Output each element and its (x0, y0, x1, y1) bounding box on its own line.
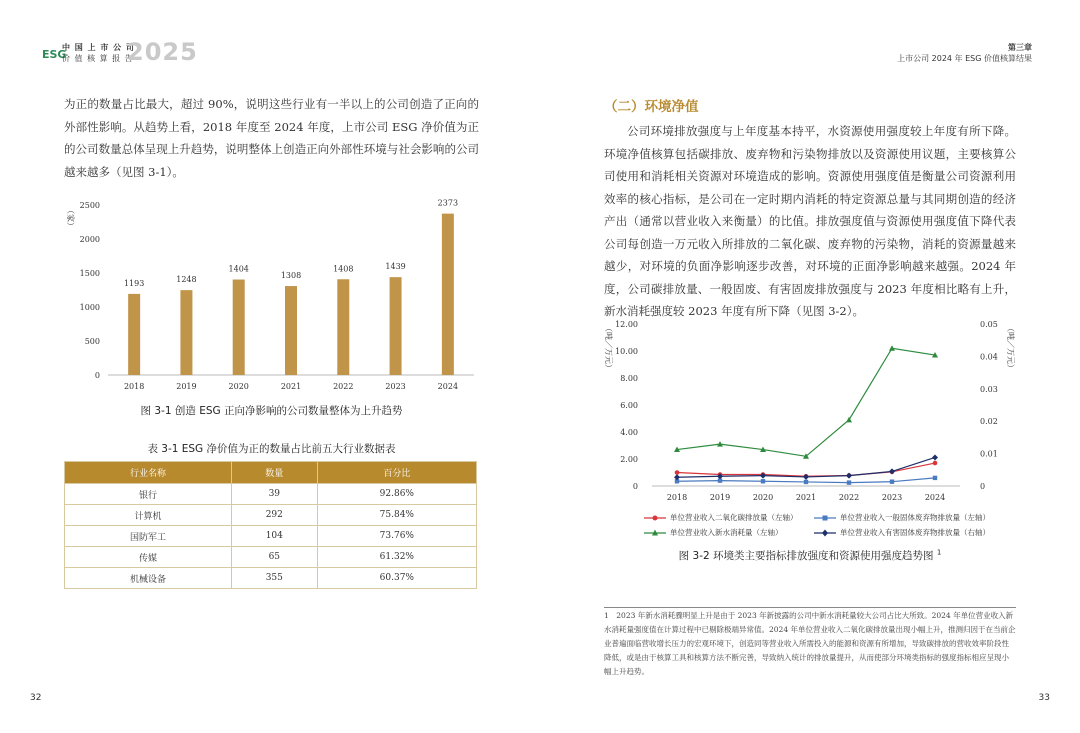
y-tick-label-left: 6.00 (620, 401, 638, 410)
table-cell: 银行 (65, 484, 232, 505)
table-cell: 国防军工 (65, 526, 232, 547)
x-tick-label: 2022 (838, 493, 860, 502)
y-tick-label-right: 0 (980, 482, 986, 491)
table-row (65, 505, 477, 526)
point (847, 480, 851, 484)
line-chart (596, 312, 1026, 508)
logo-line2: 价 值 核 算 报 告 (62, 54, 134, 63)
bar-chart (64, 196, 480, 396)
table-cell: 39 (231, 484, 317, 505)
table-3-1-caption: 表 3-1 ESG 净价值为正的数量占比前五大行业数据表 (147, 443, 396, 455)
table-row (65, 484, 477, 505)
point (890, 479, 894, 483)
data-label: 1408 (333, 264, 354, 274)
bar-2018 (128, 294, 140, 375)
point (933, 476, 937, 480)
y-tick-label-right: 0.04 (980, 352, 998, 362)
table-cell: 传媒 (65, 547, 232, 568)
data-label: 1404 (228, 264, 249, 274)
y-axis-label: （家） (66, 206, 75, 230)
table-header: 数量 (231, 462, 317, 484)
x-tick-label: 2018 (666, 493, 688, 502)
x-tick-label: 2020 (752, 493, 774, 502)
y-tick-label-right: 0.03 (980, 384, 998, 394)
figure-3-1-caption: 图 3-1 创造 ESG 正向净影响的公司数量整体为上升趋势 (140, 405, 403, 417)
point (761, 479, 765, 483)
table-header-row (65, 462, 477, 484)
page-number-left: 32 (30, 693, 42, 703)
bar-2020 (233, 280, 245, 375)
figure-3-2-caption-text: 图 3-2 环境类主要指标排放强度和资源使用强度趋势图 (678, 550, 934, 562)
y-tick-label-left: 2.00 (620, 455, 638, 464)
table-cell: 65 (231, 547, 317, 568)
y-tick-label-left: 10.00 (615, 347, 638, 356)
x-tick-label: 2019 (709, 493, 731, 502)
line-chart-legend (604, 510, 1016, 542)
bar-2022 (337, 279, 349, 375)
x-tick-label: 2019 (176, 382, 197, 391)
footnote-marker: 1 (936, 548, 942, 557)
y-tick-label-right: 0.05 (980, 320, 998, 329)
table-header: 行业名称 (65, 462, 232, 484)
footnote: 1 2023 年新水消耗骤明显上升是由于 2023 年新披露的公司中新水消耗量较大公司占比大所致。2024 年单位营业收入新水消耗量强度值在计算过程中已剔除极端异常值。2024 年单位营业收入二氧化碳排放量出现小幅上升，推测归因于在当前企业普遍面临营收增长压力的宏观环境下，创造同等营业收入所需投入的能源和资源有所增加，导致碳排放的营收效率阶段性降低，或是由于核算工具和核算方法不断完善，导致纳入统计的排放量提升，从而使部分环境类指标的强度指标相应呈现小幅上升趋势。 (604, 607, 1016, 679)
y-tick-label: 2500 (79, 201, 100, 210)
point (803, 474, 809, 480)
legend-label: 单位营业收入有害固体废弃物排放量（右轴） (840, 528, 990, 537)
x-tick-label: 2020 (228, 382, 249, 391)
legend-item (814, 527, 990, 538)
point (932, 454, 938, 460)
table-cell: 计算机 (65, 505, 232, 526)
point (933, 461, 938, 466)
table-cell: 61.32% (317, 547, 476, 568)
point (675, 470, 680, 475)
x-tick-label: 2023 (881, 493, 903, 502)
left-paragraph: 为正的数量占比最大，超过 90%，说明这些行业有一半以上的公司创造了正向的外部性影响。从趋势上看，2018 年度至 2024 年度，上市公司 ESG 净价值为正的公司数量总体呈现上升趋势，说明整体上创造正向外部性环境与社会影响的公司越来越多（见图 3-1）。 (64, 97, 479, 179)
chapter-title: 上市公司 2024 年 ESG 价值核算结果 (897, 54, 1032, 63)
y-axis-label-right: （吨／万元） (1006, 324, 1015, 372)
x-tick-label: 2024 (437, 382, 459, 391)
legend-label: 单位营业收入二氧化碳排放量（左轴） (670, 513, 798, 522)
x-tick-label: 2024 (924, 493, 946, 502)
page-number-right: 33 (1038, 693, 1050, 703)
bar-2024 (442, 214, 454, 375)
y-tick-label: 500 (84, 337, 100, 346)
legend-item (644, 512, 798, 523)
table-cell: 292 (231, 505, 317, 526)
point (804, 480, 808, 484)
y-tick-label-left: 8.00 (620, 374, 638, 383)
y-tick-label: 2000 (79, 235, 100, 244)
table-row (65, 526, 477, 547)
bar-2019 (180, 290, 192, 375)
x-tick-label: 2021 (795, 493, 817, 502)
series-line-2 (677, 348, 935, 456)
table-cell: 92.86% (317, 484, 476, 505)
industry-table (64, 461, 477, 589)
legend-item (814, 512, 990, 523)
x-tick-label: 2021 (280, 382, 302, 391)
data-label: 1439 (385, 262, 406, 272)
point (760, 473, 766, 479)
legend-swatch-hazardous-waste (814, 529, 836, 537)
chapter-label: 第三章 (1008, 43, 1032, 52)
table-cell: 73.76% (317, 526, 476, 547)
data-label: 1248 (176, 275, 197, 285)
y-tick-label-left: 4.00 (620, 428, 638, 437)
y-tick-label-right: 0.02 (980, 417, 998, 427)
point (846, 473, 852, 479)
logo-line1: 中 国 上 市 公 司 (62, 43, 135, 52)
x-tick-label: 2022 (333, 382, 354, 391)
y-tick-label: 0 (94, 371, 100, 380)
y-axis-label-left: （吨／万元） (604, 324, 613, 372)
table-row (65, 547, 477, 568)
legend-label: 单位营业收入新水消耗量（左轴） (670, 528, 783, 537)
table-cell: 355 (231, 568, 317, 589)
logo-year: 2025 (127, 38, 198, 66)
bar-2021 (285, 286, 297, 375)
right-paragraph: 公司环境排放强度与上年度基本持平，水资源使用强度较上年度有所下降。环境净值核算包括碳排放、废弃物和污染物排放以及资源使用议题，主要核算公司使用和消耗相关资源对环境造成的影响。资源使用强度值是衡量公司资源利用效率的核心指标，是公司在一定时期内消耗的特定资源总量与其同期创造的经济产出（通常以营业收入来衡量）的比值。排放强度值与资源使用强度值下降代表公司每创造一万元收入所排放的二氧化碳、废弃物的污染物，消耗的资源量越来越少，对环境的负面净影响逐步改善，对环境的正面净影响越来越强。2024 年度，公司碳排放量、一般固废、有害固废排放强度与 2023 年度相比略有上升，新水消耗强度较 2023 年度有所下降（见图 3-2）。 (604, 124, 1016, 318)
section-title: （二）环境净值 (604, 99, 699, 115)
legend-item (644, 527, 783, 538)
x-tick-label: 2018 (123, 382, 145, 391)
x-tick-label: 2023 (385, 382, 406, 391)
y-tick-label: 1500 (79, 269, 100, 278)
legend-swatch-general-waste (814, 514, 836, 522)
legend-label: 单位营业收入一般固体废弃物排放量（左轴） (840, 513, 990, 522)
data-label: 1308 (280, 271, 302, 281)
data-label: 1193 (123, 278, 145, 288)
table-header: 百分比 (317, 462, 476, 484)
legend-swatch-water (644, 529, 666, 537)
table-cell: 机械设备 (65, 568, 232, 589)
point (846, 417, 852, 423)
y-tick-label-left: 0 (632, 482, 638, 491)
data-label: 2373 (437, 198, 459, 208)
table-cell: 60.37% (317, 568, 476, 589)
table-row (65, 568, 477, 589)
y-tick-label-left: 12.00 (615, 320, 638, 329)
figure-3-2-caption (604, 548, 1016, 563)
bar-2023 (390, 277, 402, 375)
legend-swatch-co2 (644, 514, 666, 522)
point (889, 468, 895, 474)
table-cell: 75.84% (317, 505, 476, 526)
y-tick-label: 1000 (79, 303, 100, 312)
y-tick-label-right: 0.01 (980, 449, 998, 459)
logo-esg: ESG (42, 48, 67, 61)
table-cell: 104 (231, 526, 317, 547)
